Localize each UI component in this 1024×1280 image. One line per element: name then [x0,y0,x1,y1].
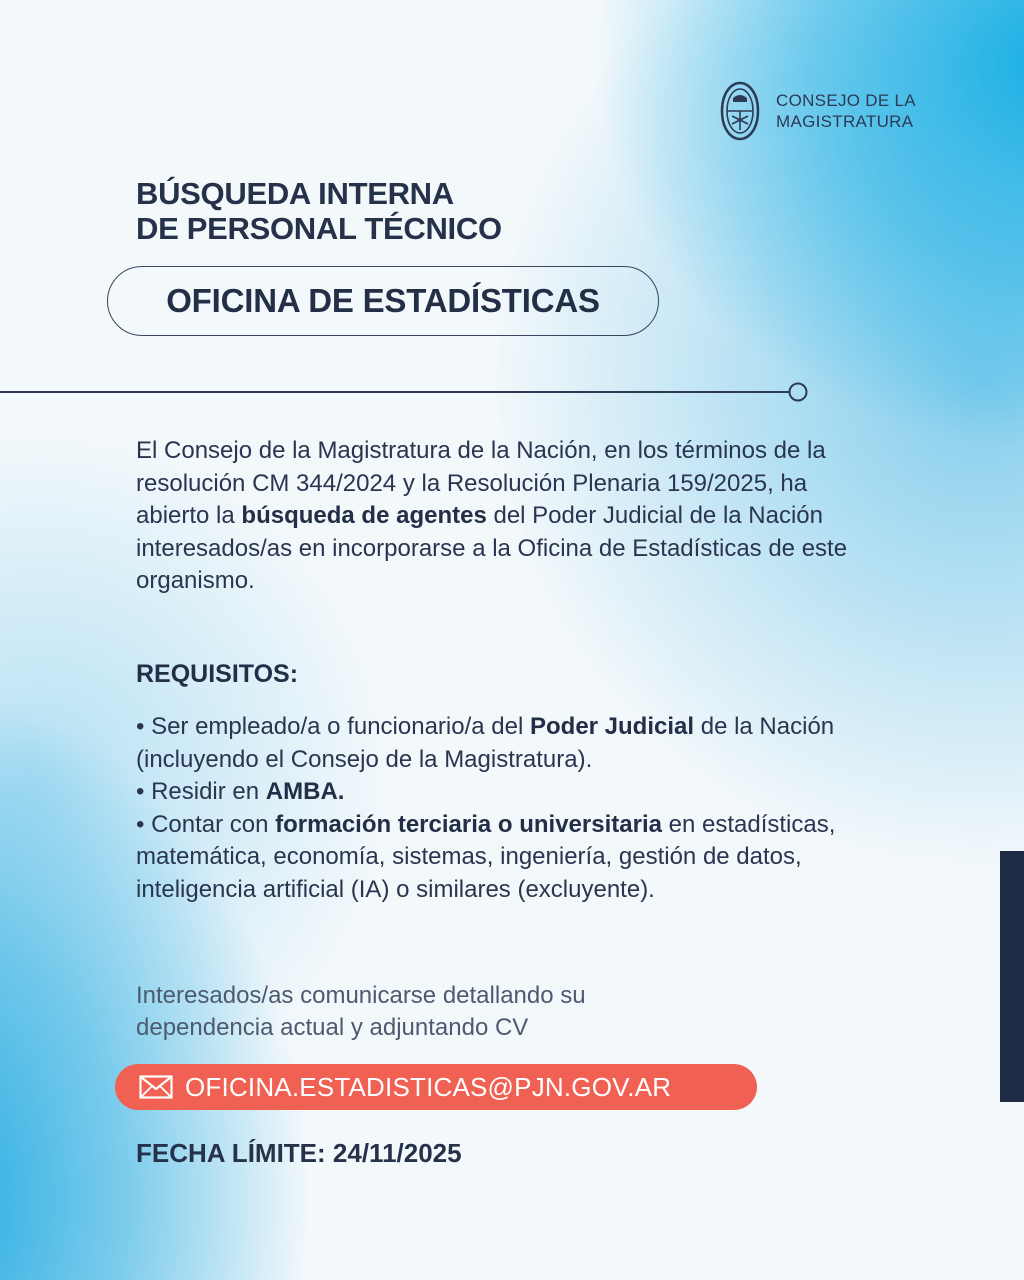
divider-line [0,382,820,402]
requirement-item [136,711,886,776]
requirements-title: REQUISITOS: [136,660,299,688]
req1-text: • Ser empleado/a o funcionario/a del [136,713,530,740]
intro-paragraph [136,435,866,598]
intro-text-1: El Consejo de la Magistratura de la Nación, en los términos de la resolución CM 344/2024 y la Resolución Plenaria 159/2025, ha abierto la [136,437,826,529]
heading-line-2: DE PERSONAL TÉCNICO [136,211,502,246]
coat-of-arms-icon [718,80,762,142]
req3-text-2: en estadísticas, matemática, economía, sistemas, ingeniería, gestión de datos, inteligencia artificial (IA) o similares (excluyente). [136,810,836,903]
side-accent-bar [1000,851,1024,1102]
req2-bold: AMBA. [265,778,345,805]
heading-line-1: BÚSQUEDA INTERNA [136,176,454,211]
logo-line-2: MAGISTRATURA [776,112,914,131]
req2-text: • Residir en [136,778,266,805]
contact-line-2: dependencia actual y adjuntando CV [136,1014,529,1041]
deadline-text: FECHA LÍMITE: 24/11/2025 [136,1138,462,1168]
logo-line-1: CONSEJO DE LA [776,91,916,110]
office-title: OFICINA DE ESTADÍSTICAS [107,266,659,336]
requirement-item [136,809,886,907]
intro-bold: búsqueda de agentes [241,502,487,529]
email-address: OFICINA.ESTADISTICAS@PJN.GOV.AR [185,1071,672,1102]
page-heading [136,176,502,246]
contact-line-1: Interesados/as comunicarse detallando su [136,982,586,1009]
requirements-list [136,711,886,906]
email-link[interactable] [115,1064,757,1110]
req1-text-2: de la Nación (incluyendo el Consejo de la Magistratura). [136,713,835,773]
organization-logo [718,80,916,142]
req1-bold: Poder Judicial [529,713,695,740]
req3-text: • Contar con [136,810,276,838]
requirement-item [136,776,886,809]
envelope-icon [139,1075,173,1099]
contact-instructions [136,980,836,1044]
req3-bold: formación terciaria o universitaria [275,810,662,838]
intro-text-2: del Poder Judicial de la Nación interesados/as en incorporarse a la Oficina de Estadísticas de este organismo. [136,502,848,594]
